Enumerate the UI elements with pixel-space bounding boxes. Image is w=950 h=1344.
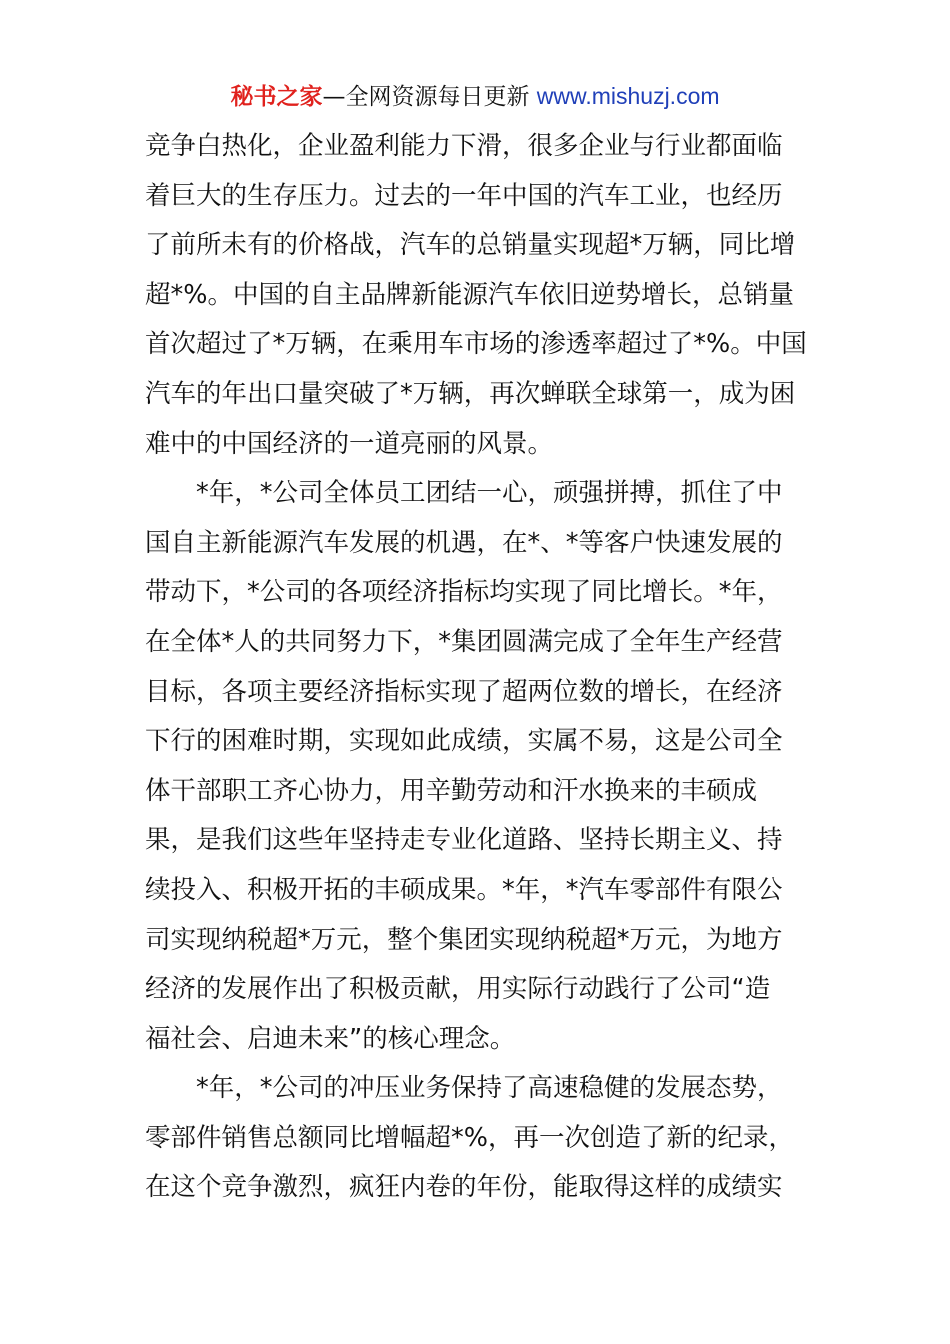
site-tagline: —全网资源每日更新: [322, 84, 537, 110]
site-brand: 秘书之家: [230, 84, 323, 110]
text-line: 汽车的年出口量突破了*万辆，再次蝉联全球第一，成为困: [145, 378, 796, 409]
text-line: 经济的发展作出了积极贡献，用实际行动践行了公司“造: [145, 974, 771, 1005]
text-line: 在全体*人的共同努力下，*集团圆满完成了全年生产经营: [145, 626, 783, 657]
paragraph-2: [145, 469, 810, 1064]
paragraph-1: [145, 122, 810, 469]
text-line: 国自主新能源汽车发展的机遇，在*、*等客户快速发展的: [145, 527, 783, 558]
text-line: 在这个竞争激烈，疯狂内卷的年份，能取得这样的成绩实: [145, 1172, 783, 1203]
text-line: 下行的困难时期，实现如此成绩，实属不易，这是公司全: [145, 726, 783, 757]
text-line: 果，是我们这些年坚持走专业化道路、坚持长期主义、持: [145, 825, 783, 856]
text-line: 竞争白热化，企业盈利能力下滑，很多企业与行业都面临: [145, 131, 783, 161]
text-line: 司实现纳税超*万元，整个集团实现纳税超*万元，为地方: [145, 924, 783, 955]
text-line: 福社会、启迪未来”的核心理念。: [145, 1023, 516, 1054]
text-line: 目标，各项主要经济指标实现了超两位数的增长，在经济: [145, 676, 783, 707]
text-line: 了前所未有的价格战，汽车的总销量实现超*万辆，同比增: [145, 230, 796, 261]
text-line: 难中的中国经济的一道亮丽的风景。: [145, 428, 554, 459]
text-line: *年，*公司的冲压业务保持了高速稳健的发展态势，: [196, 1073, 783, 1104]
text-line: 超*%。中国的自主品牌新能源汽车依旧逆势增长，总销量: [145, 279, 794, 310]
text-line: 着巨大的生存压力。过去的一年中国的汽车工业，也经历: [145, 180, 783, 211]
paragraph-3: [145, 1064, 810, 1213]
text-line: 体干部职工齐心协力，用辛勤劳动和汗水换来的丰硕成: [145, 775, 758, 806]
text-line: *年，*公司全体员工团结一心，顽强拼搏，抓住了中: [196, 478, 783, 509]
site-url[interactable]: www.mishuzj.com: [536, 83, 720, 109]
text-line: 续投入、积极开拓的丰硕成果。*年，*汽车零部件有限公: [145, 874, 783, 905]
text-line: 首次超过了*万辆，在乘用车市场的渗透率超过了*%。中国: [145, 329, 807, 360]
document-body: [145, 122, 810, 1213]
site-header: [0, 80, 950, 113]
text-line: 零部件销售总额同比增幅超*%，再一次创造了新的纪录，: [145, 1122, 794, 1153]
text-line: 带动下，*公司的各项经济指标均实现了同比增长。*年，: [145, 577, 783, 608]
